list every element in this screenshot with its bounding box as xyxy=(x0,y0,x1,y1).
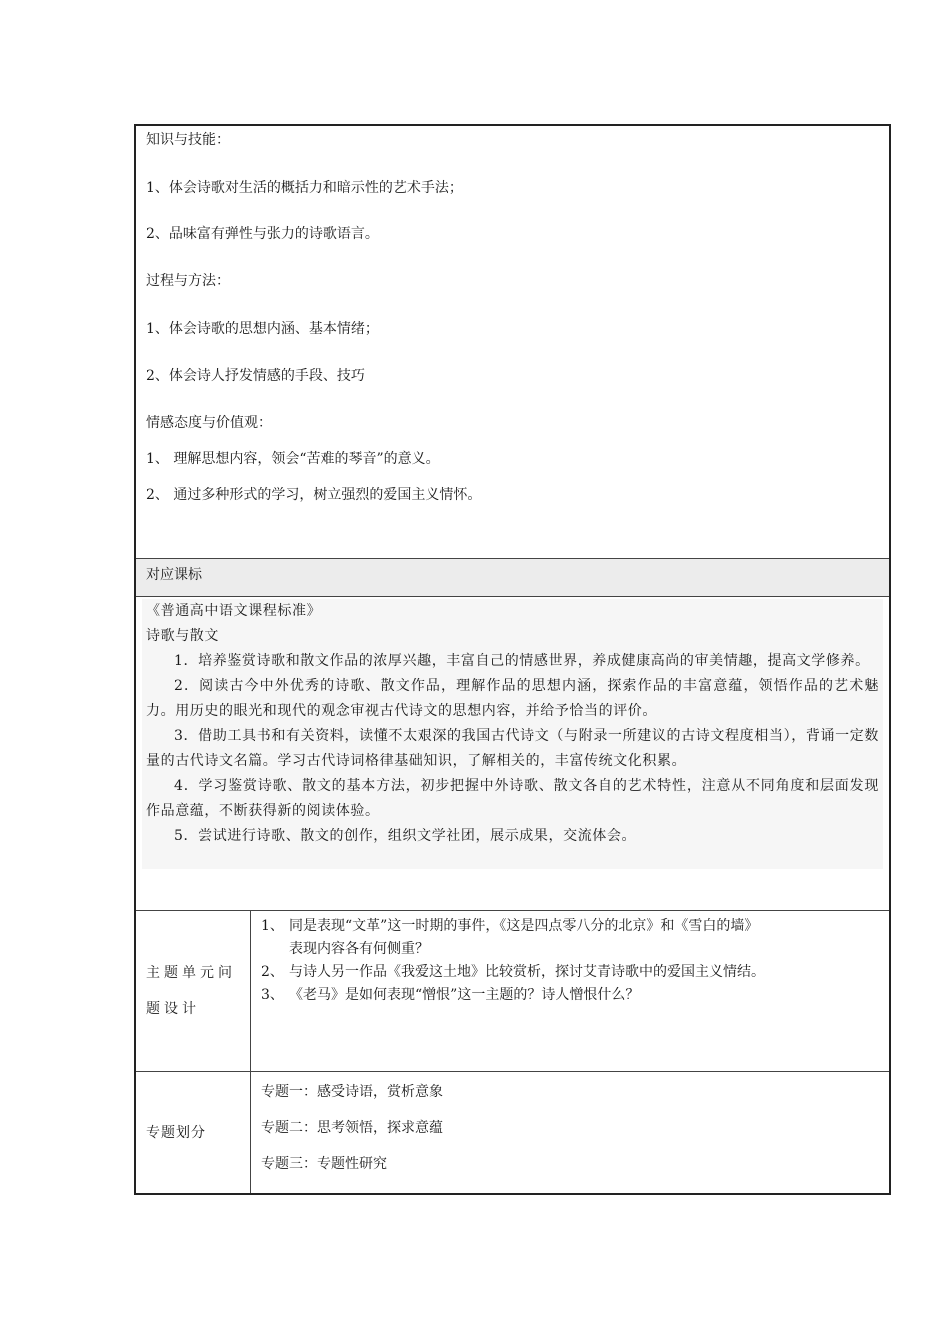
topics-content-cell xyxy=(251,1072,889,1193)
standards-title: 《普通高中语文课程标准》 xyxy=(146,603,322,619)
topics-label-cell xyxy=(136,1072,251,1193)
emotion-item-2: 2、 通过多种形式的学习，树立强烈的爱国主义情怀。 xyxy=(146,487,482,503)
questions-label-line-1: 主题单元问 xyxy=(146,965,236,981)
lesson-plan-table xyxy=(134,124,891,1195)
process-item-1: 1、体会诗歌的思想内涵、基本情绪； xyxy=(146,321,379,337)
standards-item-2: 2．阅读古今中外优秀的诗歌、散文作品，理解作品的思想内涵，探索作品的丰富意蕴，领悟作品的艺术魅力。用历史的眼光和现代的观念审视古代诗文的思想内容，并给予恰当的评价。 xyxy=(146,678,879,719)
standards-cell xyxy=(136,596,889,910)
standards-header: 对应课标 xyxy=(146,567,202,583)
objectives-cell xyxy=(136,126,889,558)
question-item-3 xyxy=(261,984,879,1007)
questions-label-line-2: 题设计 xyxy=(146,1001,200,1017)
topics-row xyxy=(136,1071,889,1193)
standards-item-3: 3．借助工具书和有关资料，读懂不太艰深的我国古代诗文（与附录一所建议的古诗文程度相当），背诵一定数量的古代诗文名篇。学习古代诗词格律基础知识，了解相关的，丰富传统文化积累。 xyxy=(146,728,879,769)
emotion-item-1: 1、 理解思想内容，领会“苦难的琴音”的意义。 xyxy=(146,451,440,467)
question-num-3: 3、 xyxy=(261,987,284,1003)
question-text-3: 《老马》是如何表现“憎恨”这一主题的？诗人憎恨什么？ xyxy=(289,987,640,1003)
question-cont-1: 表现内容各有何侧重？ xyxy=(289,941,429,957)
knowledge-item-2: 2、品味富有弹性与张力的诗歌语言。 xyxy=(146,226,379,242)
standards-header-cell xyxy=(136,558,889,596)
process-heading: 过程与方法： xyxy=(146,273,230,289)
knowledge-item-1: 1、体会诗歌对生活的概括力和暗示性的艺术手法； xyxy=(146,180,463,196)
standards-subtitle: 诗歌与散文 xyxy=(146,628,219,644)
topics-label: 专题划分 xyxy=(146,1124,206,1141)
standards-item-4: 4．学习鉴赏诗歌、散文的基本方法，初步把握中外诗歌、散文各自的艺术特性，注意从不同角度和层面发现作品意蕴，不断获得新的阅读体验。 xyxy=(146,778,879,819)
question-item-1 xyxy=(261,915,879,938)
question-text-2: 与诗人另一作品《我爱这土地》比较赏析，探讨艾青诗歌中的爱国主义情结。 xyxy=(289,964,765,980)
questions-content-cell xyxy=(251,911,889,1071)
emotion-heading: 情感态度与价值观： xyxy=(146,415,272,431)
question-num-1: 1、 xyxy=(261,918,284,934)
process-item-2: 2、体会诗人抒发情感的手段、技巧 xyxy=(146,368,365,384)
questions-label-cell xyxy=(136,911,251,1071)
questions-row xyxy=(136,910,889,1071)
question-item-2 xyxy=(261,961,879,984)
standards-item-1: 1．培养鉴赏诗歌和散文作品的浓厚兴趣，丰富自己的情感世界，养成健康高尚的审美情趣，提高文学修养。 xyxy=(174,653,870,669)
standards-item-5: 5．尝试进行诗歌、散文的创作，组织文学社团，展示成果，交流体会。 xyxy=(174,828,637,844)
topic-item-1: 专题一：感受诗语，赏析意象 xyxy=(261,1084,443,1100)
topic-item-3: 专题三：专题性研究 xyxy=(261,1156,387,1172)
question-text-1: 同是表现“文革”这一时期的事件，《这是四点零八分的北京》和《雪白的墙》 xyxy=(289,918,759,934)
knowledge-heading: 知识与技能： xyxy=(146,132,230,148)
topic-item-2: 专题二：思考领悟，探求意蕴 xyxy=(261,1120,443,1136)
question-num-2: 2、 xyxy=(261,964,284,980)
